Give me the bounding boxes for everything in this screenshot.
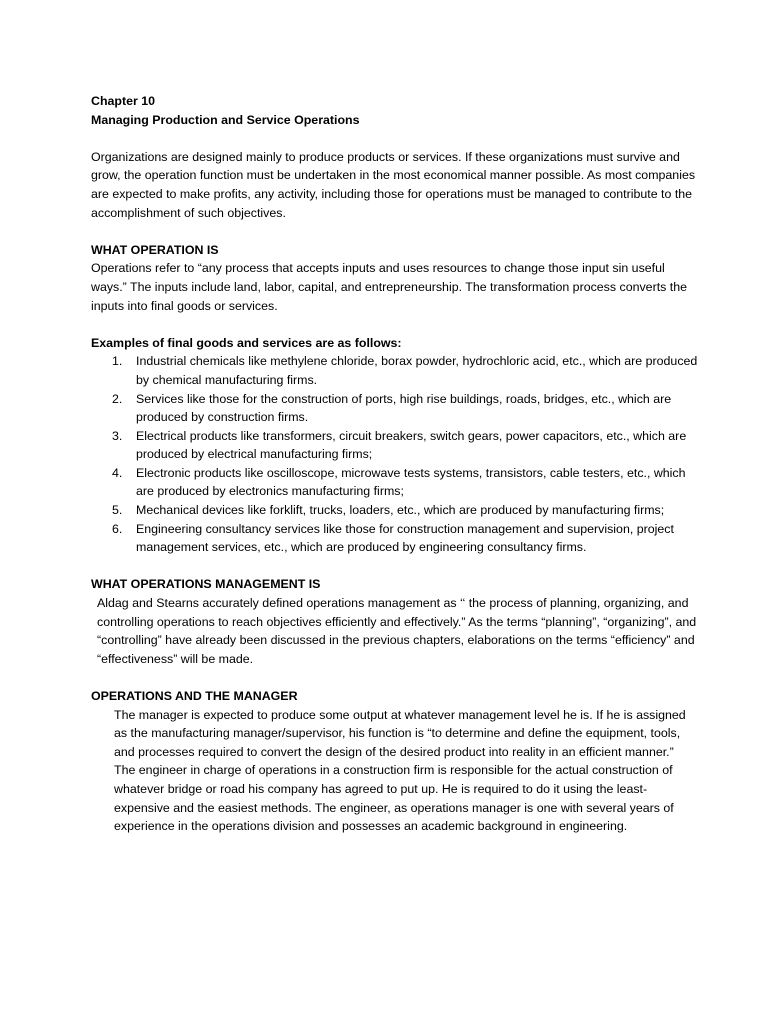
examples-list [91,352,698,557]
spacer [91,222,698,241]
section-body-operations-management: Aldag and Stearns accurately defined operations management as ‘‘ the process of planning, organizing, and controlling operations to reach objectives efficiently and effectively.” As the terms “planning”, “organizing”, and “controlling” have already been discussed in the previous chapters, elaborations on the terms “efficiency” and “effectiveness” will be made. [97,596,697,666]
list-item [91,520,698,557]
list-item [91,464,698,501]
list-item-text: Engineering consultancy services like those for construction management and supervision, project management services, etc., which are produced by engineering consultancy firms. [136,521,674,555]
list-item-number: 4. [112,465,123,480]
list-item-text: Mechanical devices like forklift, trucks, loaders, etc., which are produced by manufacturing firms; [136,503,665,518]
list-item-number: 6. [112,521,123,536]
list-item [91,427,698,464]
spacer [91,557,698,576]
section-body-operations-manager: The manager is expected to produce some output at whatever management level he is. If he is assigned as the manufacturing manager/supervisor, his function is “to determine and define the equipment, tools, and processes required to convert the design of the desired product into reality in an efficient manner.” The engineer in charge of operations in a construction firm is responsible for the actual construction of whatever bridge or road his company has agreed to put up. He is required to do it using the least-expensive and the easiest methods. The engineer, as operations manager is one with several years of experience in the operations division and possesses an academic background in engineering. [114,707,686,834]
chapter-title: Managing Production and Service Operations [91,112,360,127]
list-item-number: 2. [112,391,123,406]
section-heading-operations-manager: OPERATIONS AND THE MANAGER [91,689,298,703]
list-item [91,390,698,427]
list-item-number: 3. [112,428,123,443]
list-item-text: Electronic products like oscilloscope, microwave tests systems, transistors, cable testers, etc., which are produced by electronics manufacturing firms; [136,465,686,499]
list-item-text: Electrical products like transformers, circuit breakers, switch gears, power capacitors, etc., which are produced by electrical manufacturing firms; [136,428,687,462]
intro-paragraph: Organizations are designed mainly to produce products or services. If these organizations must survive and grow, the operation function must be undertaken in the most economical manner possible. As most companies are expected to make profits, any activity, including those for operations must be managed to contribute to the accomplishment of such objectives. [91,149,696,220]
list-item [91,501,698,520]
spacer [91,315,698,334]
section-body-operation: Operations refer to “any process that accepts inputs and uses resources to change those input sin useful ways.” The inputs include land, labor, capital, and entrepreneurship. The transformation process converts the inputs into final goods or services. [91,261,688,313]
section-heading-operations-management: WHAT OPERATIONS MANAGEMENT IS [91,577,321,592]
spacer [91,129,698,148]
examples-heading: Examples of final goods and services are as follows: [91,335,402,350]
list-item-number: 5. [112,503,123,518]
section-heading-operation: WHAT OPERATION IS [91,242,219,257]
list-item [91,352,698,389]
list-item-text: Services like those for the construction of ports, high rise buildings, roads, bridges, etc., which are produced by construction firms. [136,391,672,425]
list-item-text: Industrial chemicals like methylene chloride, borax powder, hydrochloric acid, etc., which are produced by chemical manufacturing firms. [136,354,698,387]
chapter-number: Chapter 10 [91,94,156,108]
spacer [91,668,698,687]
list-item-number: 1. [112,354,123,369]
